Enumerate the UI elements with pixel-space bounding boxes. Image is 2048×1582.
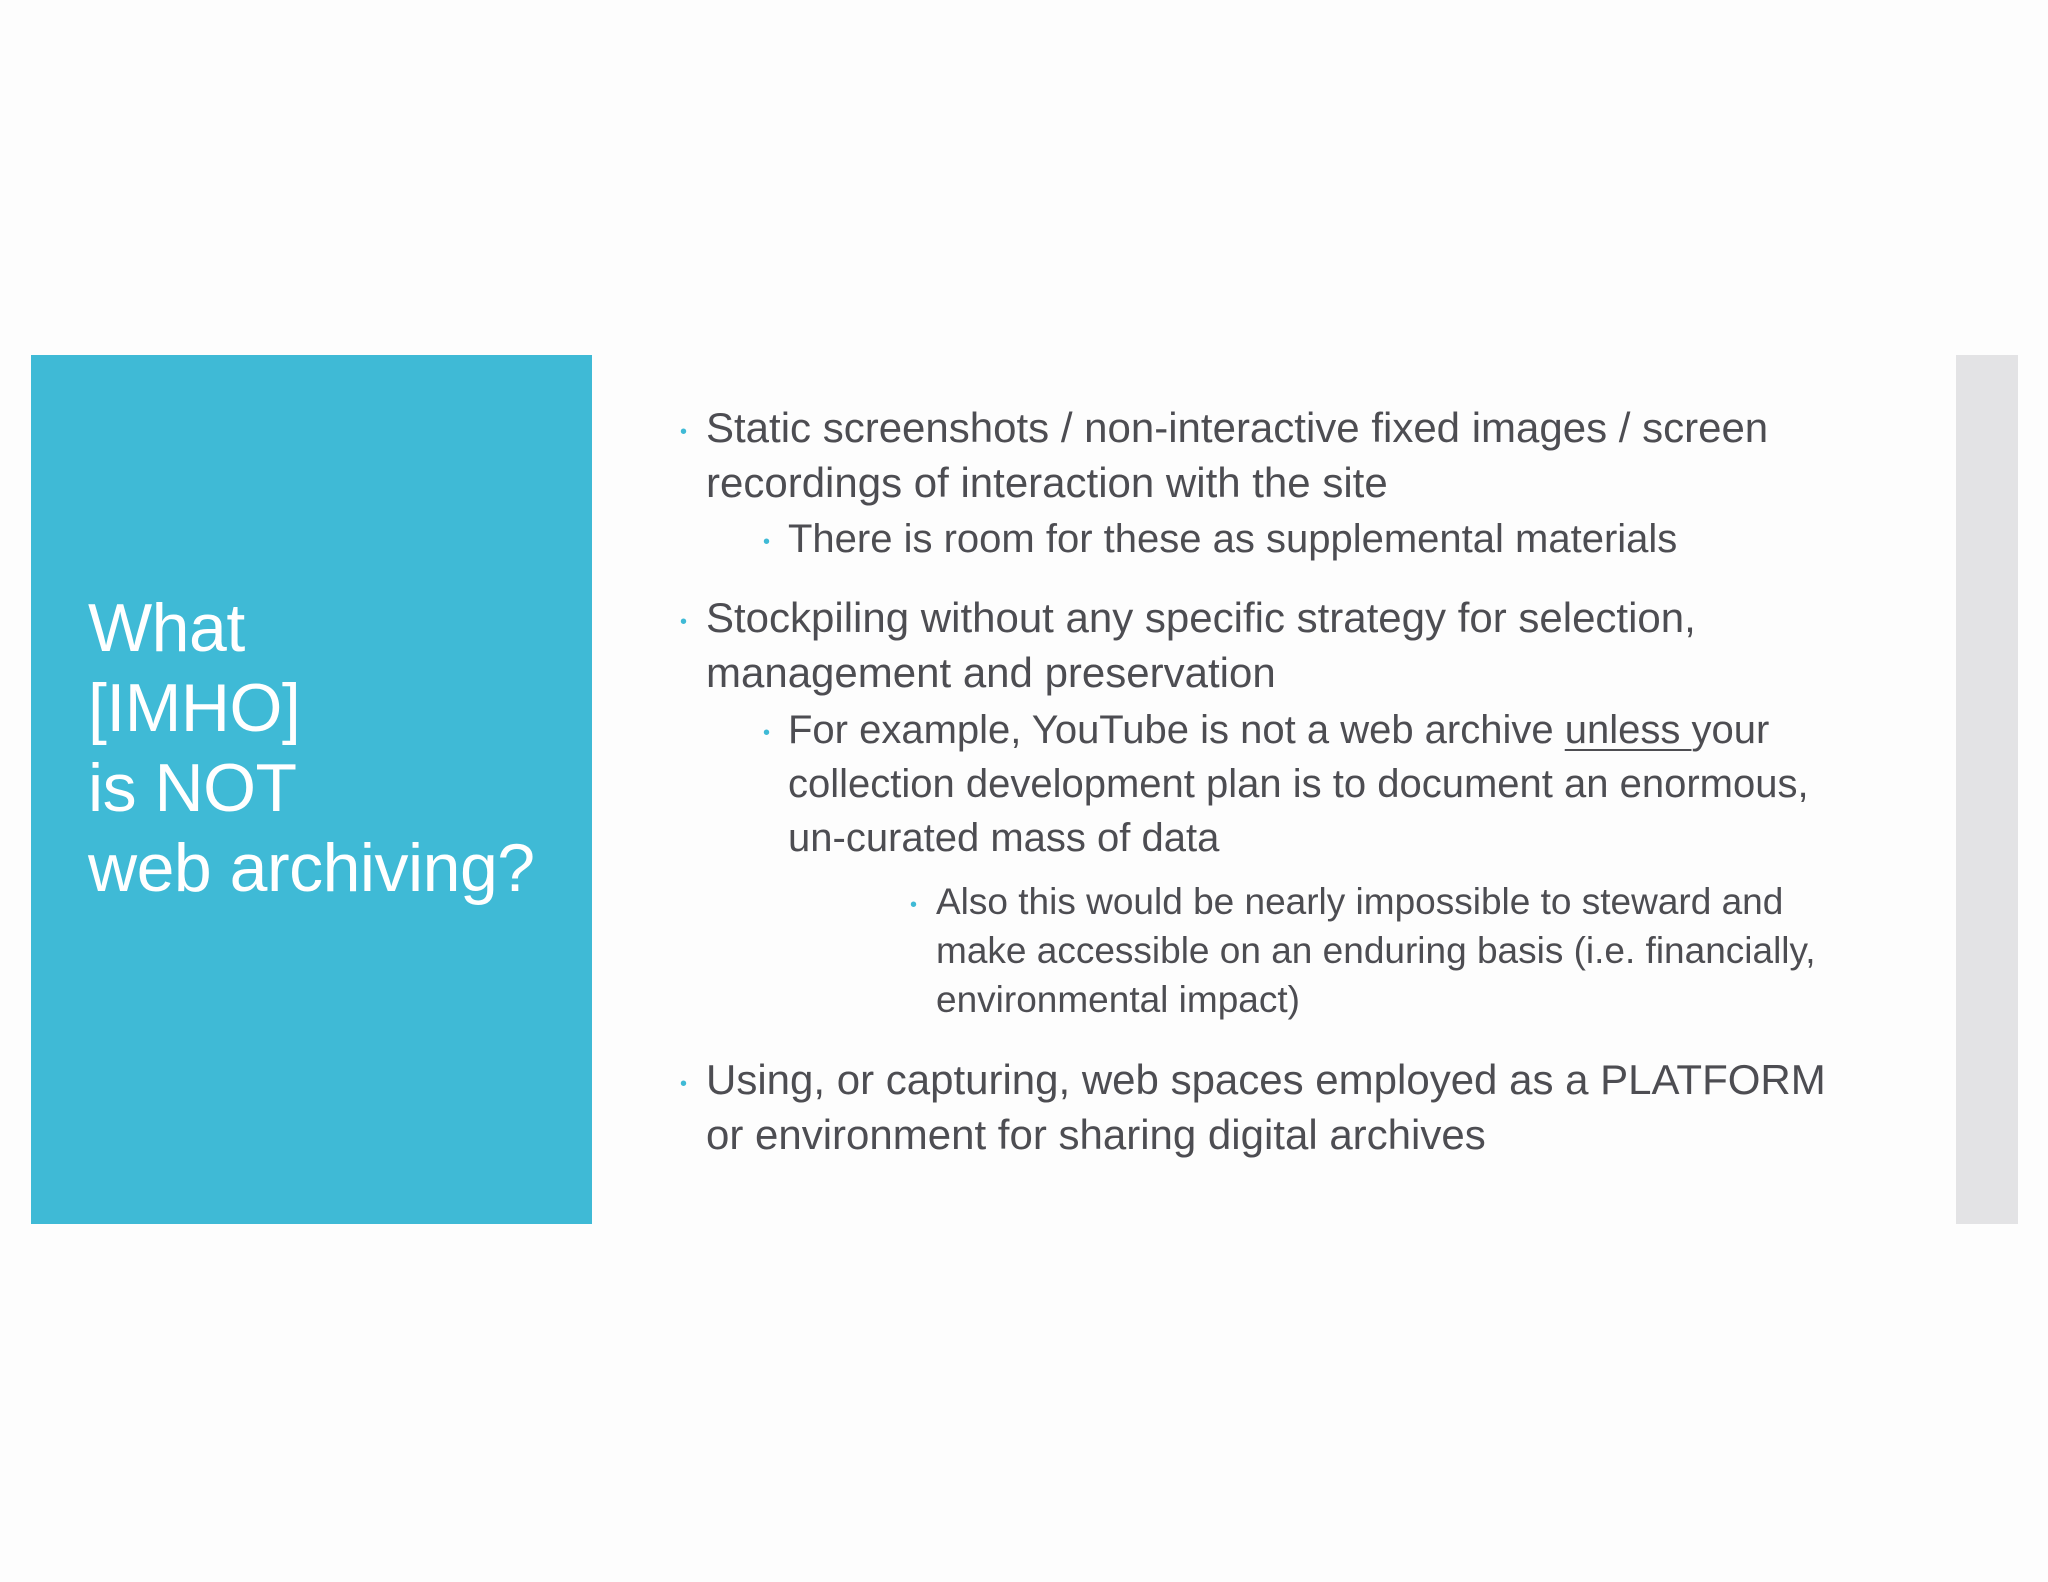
- bullet-item-static-screenshots: [670, 400, 1850, 510]
- bullet-item-steward: [670, 877, 1850, 1024]
- bullet-text: There is room for these as supplemental materials: [788, 517, 1678, 561]
- bullet-icon: •: [680, 1073, 688, 1095]
- slide-title: What [IMHO] is NOT web archiving?: [88, 590, 535, 906]
- bullet-item-platform: [670, 1052, 1850, 1162]
- bullet-text: Static screenshots / non-interactive fixed images / screen recordings of interaction with the site: [706, 404, 1769, 506]
- bullet-icon: •: [910, 894, 918, 916]
- bullet-text: Stockpiling without any specific strategy for selection, management and preservation: [706, 594, 1696, 696]
- bullet-icon: •: [763, 531, 771, 553]
- bullet-item-supplemental: [670, 512, 1850, 566]
- title-panel: [31, 355, 592, 1224]
- bullet-icon: •: [680, 421, 688, 443]
- side-bar-decoration: [1956, 355, 2018, 1224]
- bullet-item-stockpiling: [670, 590, 1850, 700]
- bullet-list: [670, 400, 1850, 1162]
- bullet-icon: •: [763, 722, 771, 744]
- bullet-text-part: your collection development plan is to document an enormous, un-curated mass of data: [788, 708, 1809, 860]
- bullet-item-youtube-example: [670, 703, 1850, 865]
- bullet-icon: •: [680, 611, 688, 633]
- bullet-text-part: For example, YouTube is not a web archive: [788, 708, 1565, 752]
- bullet-text: [788, 703, 1850, 865]
- bullet-text: Using, or capturing, web spaces employed as a PLATFORM or environment for sharing digital archives: [706, 1056, 1826, 1158]
- underlined-emphasis: unless: [1564, 708, 1692, 752]
- bullet-text: Also this would be nearly impossible to steward and make accessible on an enduring basis (i.e. financially, environmental impact): [936, 881, 1816, 1020]
